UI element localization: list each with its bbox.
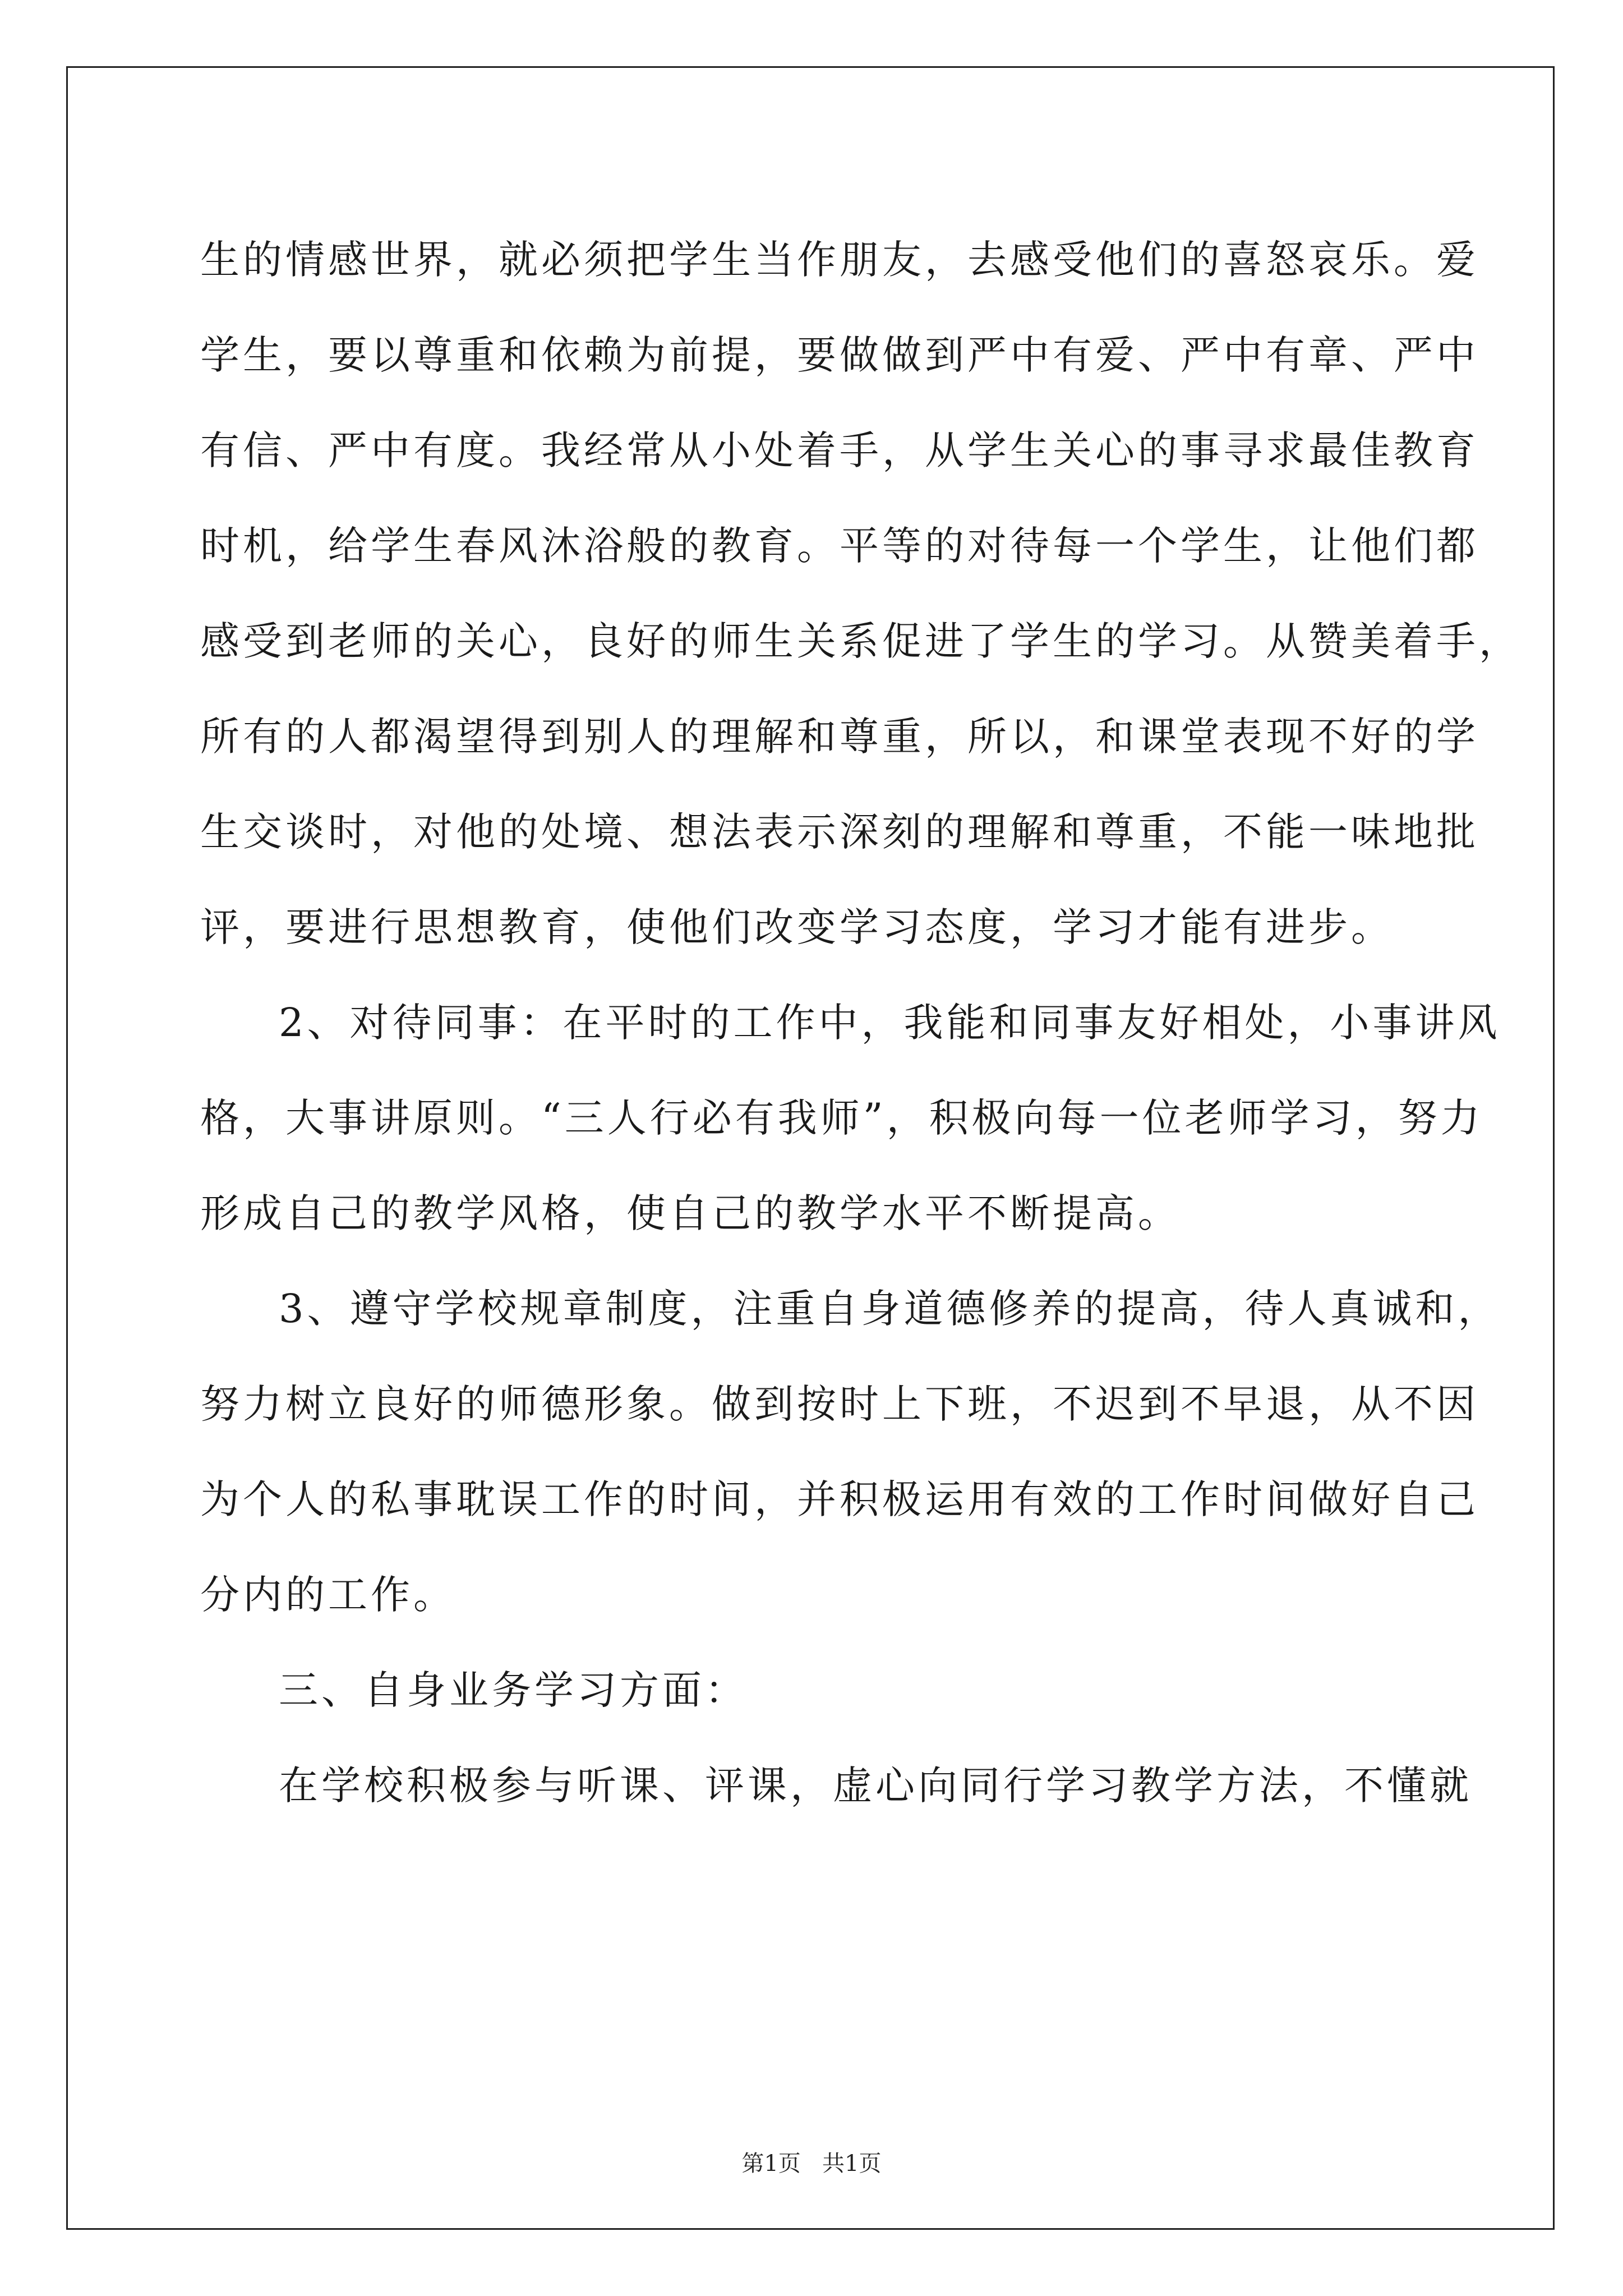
text-line: 学生，要以尊重和依赖为前提，要做做到严中有爱、严中有章、严中 (200, 332, 1479, 378)
text-line: 生交谈时，对他的处境、想法表示深刻的理解和尊重，不能一味地批 (200, 809, 1479, 855)
document-body (200, 212, 1521, 1833)
section-heading: 三、自身业务学习方面： (279, 1667, 748, 1713)
paragraph-start-line: 3、遵守学校规章制度，注重自身道德修养的提高，待人真诚和， (279, 1286, 1501, 1332)
text-line: 时机，给学生春风沐浴般的教育。平等的对待每一个学生，让他们都 (200, 523, 1479, 569)
text-line: 评，要进行思想教育，使他们改变学习态度，学习才能有进步。 (200, 904, 1394, 950)
text-line: 有信、严中有度。我经常从小处着手，从学生关心的事寻求最佳教育 (200, 427, 1479, 473)
text-line: 形成自己的教学风格，使自己的教学水平不断提高。 (200, 1190, 1181, 1236)
text-line: 格，大事讲原则。“三人行必有我师”，积极向每一位老师学习，努力 (200, 1095, 1483, 1141)
text-line: 分内的工作。 (200, 1572, 456, 1618)
text-line: 生的情感世界，就必须把学生当作朋友，去感受他们的喜怒哀乐。爱 (200, 237, 1479, 283)
text-line: 所有的人都渴望得到别人的理解和尊重，所以，和课堂表现不好的学 (200, 714, 1479, 760)
text-line: 感受到老师的关心，良好的师生关系促进了学生的学习。从赞美着手， (200, 618, 1521, 664)
page-footer: 第1页 共1页 (741, 2151, 882, 2177)
paragraph-start-line: 在学校积极参与听课、评课，虚心向同行学习教学方法，不懂就 (279, 1763, 1472, 1809)
text-line: 为个人的私事耽误工作的时间，并积极运用有效的工作时间做好自己 (200, 1476, 1479, 1522)
paragraph-start-line: 2、对待同事：在平时的工作中，我能和同事友好相处，小事讲风 (279, 1000, 1501, 1046)
text-line: 努力树立良好的师德形象。做到按时上下班，不迟到不早退，从不因 (200, 1381, 1479, 1427)
